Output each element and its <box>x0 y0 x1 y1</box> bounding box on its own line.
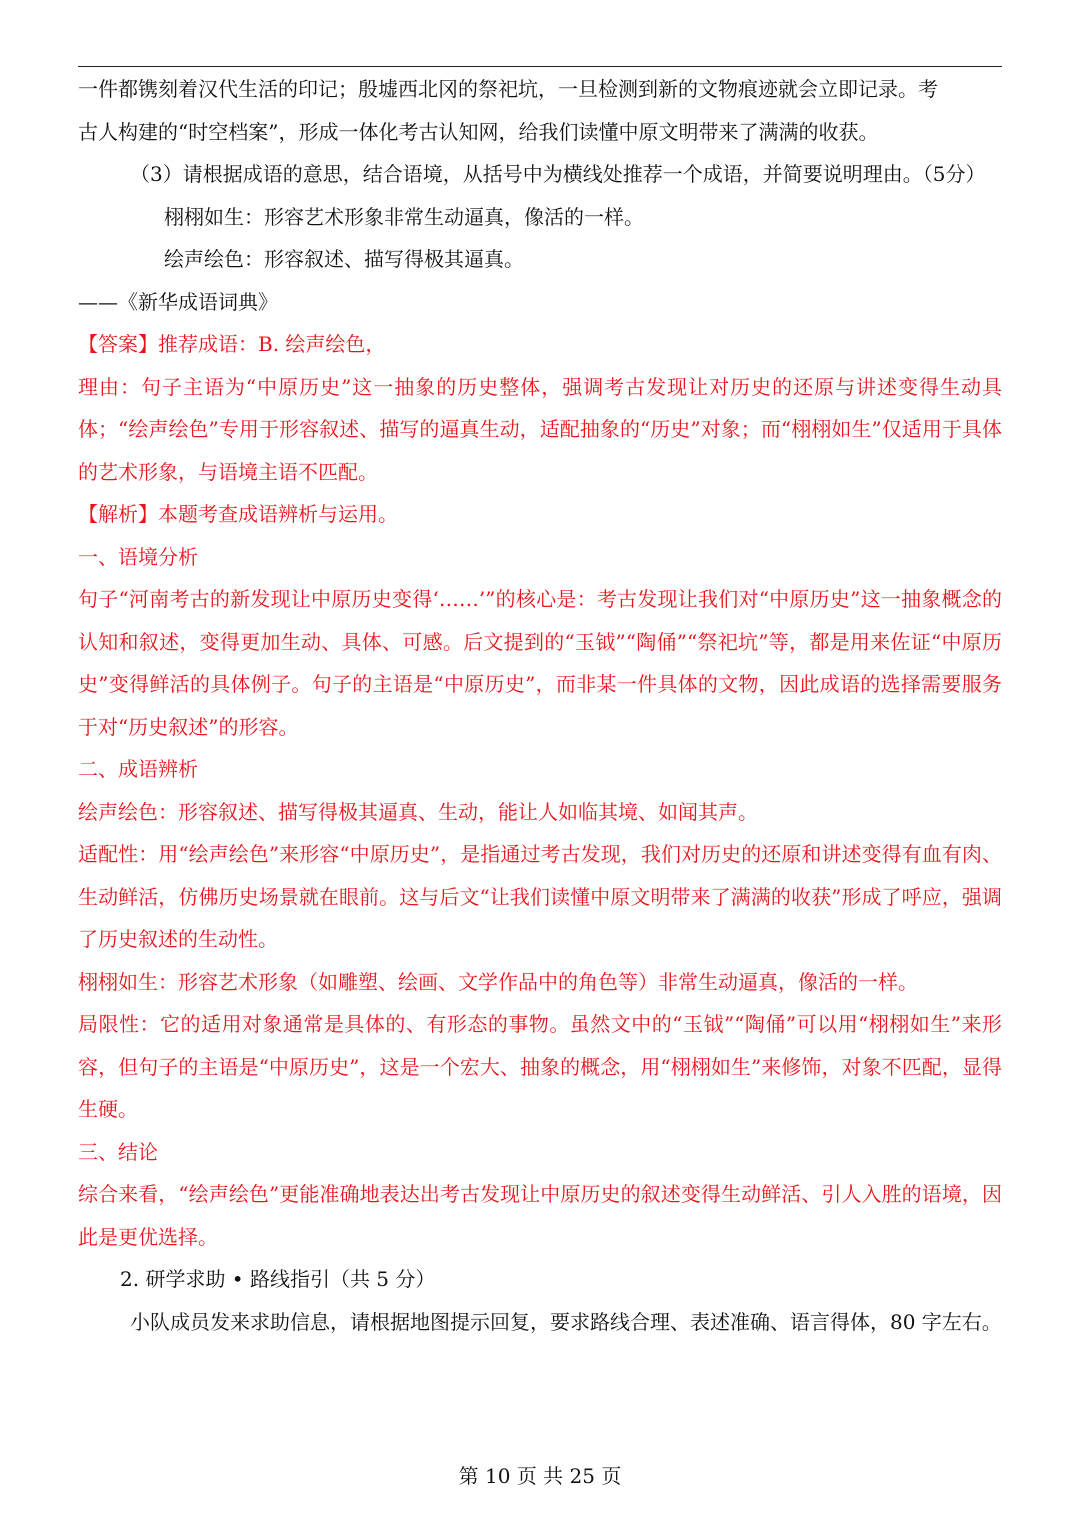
answer-reason: 理由：句子主语为“中原历史”这一抽象的历史整体，强调考古发现让对历史的还原与讲述变得生动具体；“绘声绘色”专用于形容叙述、描写的逼真生动，适配抽象的“历史”对象；而“栩栩如生”仅适用于具体的艺术形象，与语境主语不匹配。 <box>78 374 1002 484</box>
document-page <box>78 68 1002 1343</box>
next-question-title: 2. 研学求助 • 路线指引（共 5 分） <box>120 1267 436 1291</box>
header-rule <box>78 66 1002 67</box>
answer-tag: 【答案】 <box>78 332 158 356</box>
analysis-intro <box>78 493 1002 536</box>
page-footer: 第 10 页 共 25 页 <box>458 1464 622 1488</box>
question-3-text: （3）请根据成语的意思，结合语境，从括号中为横线处推荐一个成语，并简要说明理由。（5分） <box>130 162 986 186</box>
next-question-text: 小队成员发来求助信息，请根据地图提示回复，要求路线合理、表述准确、语言得体，80 字左右。 <box>130 1309 1002 1334</box>
dictionary-source: ——《新华成语词典》 <box>78 289 278 314</box>
section-1-text: 句子“河南考古的新发现让中原历史变得‘……’”的核心是：考古发现让我们对“中原历史”这一抽象概念的认知和叙述，变得更加生动、具体、可感。后文提到的“玉钺”“陶俑”“祭祀坑”等，都是用来佐证“中原历史”变得鲜活的具体例子。句子的主语是“中原历史”，而非某一件具体的文物，因此成语的选择需要服务于对“历史叙述”的形容。 <box>78 587 1002 739</box>
section-1-title: 一、语境分析 <box>78 544 198 569</box>
section-3-text: 综合来看，“绘声绘色”更能准确地表达出考古发现让中原历史的叙述变得生动鲜活、引人入胜的语境，因此是更优选择。 <box>78 1182 1002 1249</box>
idiom-definition-2: 绘声绘色：形容叙述、描写得极其逼真。 <box>164 247 524 271</box>
section-2-paragraph-2: 适配性：用“绘声绘色”来形容“中原历史”，是指通过考古发现，我们对历史的还原和讲述变得有血有肉、生动鲜活，仿佛历史场景就在眼前。这与后文“让我们读懂中原文明带来了满满的收获”形成了呼应，强调了历史叙述的生动性。 <box>78 842 1002 951</box>
answer-recommend-text: 推荐成语：B. 绘声绘色， <box>158 332 386 356</box>
section-2-paragraph-4: 局限性：它的适用对象通常是具体的、有形态的事物。虽然文中的“玉钺”“陶俑”可以用“栩栩如生”来形容，但句子的主语是“中原历史”，这是一个宏大、抽象的概念，用“栩栩如生”来修饰，对象不匹配，显得生硬。 <box>78 1012 1002 1121</box>
section-2-paragraph-3: 栩栩如生：形容艺术形象（如雕塑、绘画、文学作品中的角色等）非常生动逼真，像活的一样。 <box>78 969 918 994</box>
section-3-title: 三、结论 <box>78 1139 158 1164</box>
passage-line-1: 一件都镌刻着汉代生活的印记；殷墟西北冈的祭祀坑，一旦检测到新的文物痕迹就会立即记录。考 <box>78 77 938 101</box>
idiom-definition-1: 栩栩如生：形容艺术形象非常生动逼真，像活的一样。 <box>164 204 644 229</box>
passage-line-2: 古人构建的“时空档案”，形成一体化考古认知网，给我们读懂中原文明带来了满满的收获。 <box>78 119 879 144</box>
section-2-title: 二、成语辨析 <box>78 757 198 781</box>
section-2-paragraph-1: 绘声绘色：形容叙述、描写得极其逼真、生动，能让人如临其境、如闻其声。 <box>78 799 758 824</box>
analysis-tag: 【解析】 <box>78 502 158 526</box>
answer-recommend <box>78 323 1002 366</box>
analysis-intro-text: 本题考查成语辨析与运用。 <box>158 502 398 526</box>
